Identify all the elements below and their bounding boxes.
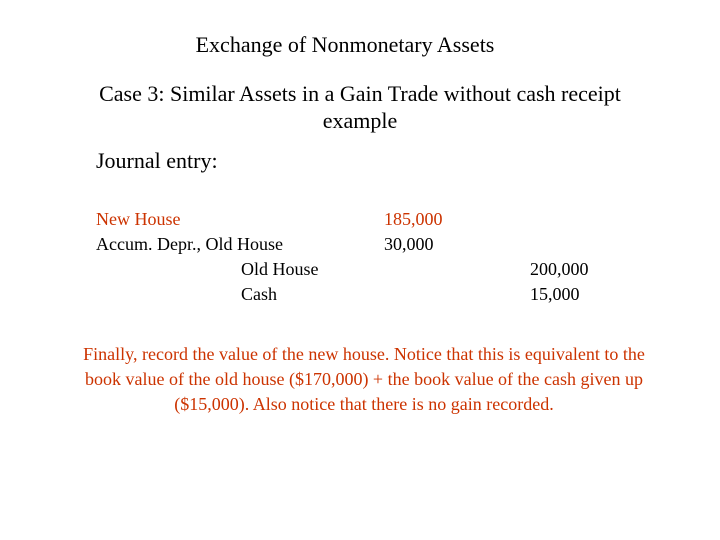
explanation-note: Finally, record the value of the new house. Notice that this is equivalent to the book value of the old house ($170,000) + the book value of the cash given up ($15,000). Also notice that there is no gain recorded. bbox=[83, 344, 645, 414]
journal-account-accum-depr: Accum. Depr., Old House bbox=[96, 234, 283, 254]
journal-credit-old-house: 200,000 bbox=[530, 259, 589, 279]
slide-subtitle: Case 3: Similar Assets in a Gain Trade without cash receipt example bbox=[99, 81, 621, 133]
journal-account-old-house: Old House bbox=[241, 259, 319, 279]
journal-account-cash: Cash bbox=[241, 284, 277, 304]
slide-title: Exchange of Nonmonetary Assets bbox=[195, 32, 495, 57]
journal-account-new-house: New House bbox=[96, 209, 181, 229]
journal-debit-accum-depr: 30,000 bbox=[384, 234, 434, 254]
journal-heading: Journal entry: bbox=[96, 148, 218, 173]
journal-debit-new-house: 185,000 bbox=[384, 209, 443, 229]
journal-credit-cash: 15,000 bbox=[530, 284, 580, 304]
